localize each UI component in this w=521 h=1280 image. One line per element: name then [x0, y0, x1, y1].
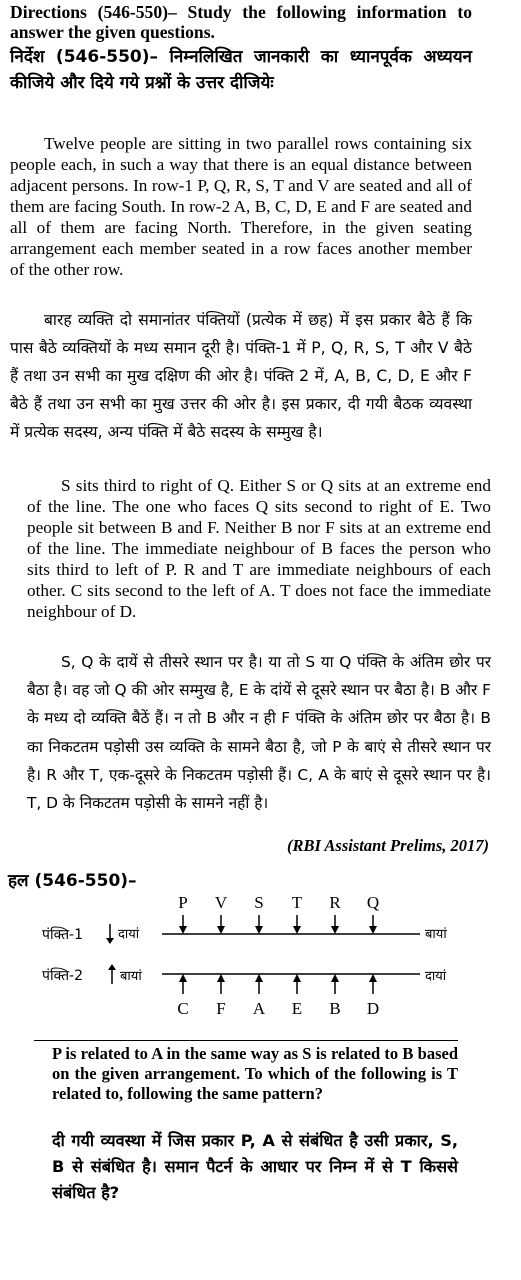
up-arrow-icon [108, 964, 116, 970]
question-hi: दी गयी व्यवस्था में जिस प्रकार P, A से संबंधित है उसी प्रकार, S, B से संबंधित है। समान पैटर्न के आधार पर निम्न में से T किससे संबंधित है? [52, 1131, 458, 1202]
down-arrow-icon [369, 926, 377, 934]
row1-person-q: Q [366, 893, 380, 912]
row1-person-p: P [178, 893, 188, 912]
row2-person-e: E [291, 999, 303, 1018]
row2-person-f: F [216, 999, 226, 1018]
setup-paragraph-hi: बारह व्यक्ति दो समानांतर पंक्तियों (प्रत्येक में छह) में इस प्रकार बैठे हैं कि पास बैठे व्यक्तियों के मध्य समान दूरी है। पंक्ति-1 में P, Q, R, S, T और V बैठे हैं तथा उन सभी का मुख दक्षिण की ओर है। पंक्ति 2 में, A, B, C, D, E और F बैठे हैं तथा उन सभी का मुख उत्तर की ओर है। इस प्रकार, दी गयी बैठक व्यवस्था में प्रत्येक सदस्य, अन्य पंक्ति में बैठे सदस्य के सम्मुख है। [10, 311, 472, 441]
row2-label: पंक्ति-2 [42, 968, 84, 984]
section-divider [34, 1040, 458, 1041]
down-arrow-icon [217, 926, 225, 934]
row2-person-d: D [366, 999, 380, 1018]
directions-en: Directions (546-550)– Study the following information to answer the given questions. [10, 2, 472, 42]
row1-person-v: V [214, 893, 228, 912]
row2-person-c: C [177, 999, 189, 1018]
down-arrow-icon [106, 938, 114, 944]
seating-arrangement-diagram [40, 888, 470, 1023]
down-arrow-icon [179, 926, 187, 934]
down-arrow-icon [331, 926, 339, 934]
setup-paragraph-en: Twelve people are sitting in two parallel rows containing six people each, in such a way that there is an equal distance between adjacent persons. In row-1 P, Q, R, S, T and V are seated and all of them are facing South. In row-2 A, B, C, D, E and F are seated and all of them are facing North. Therefore, in the given seating arrangement each member seated in a row faces another member of the other row. [10, 134, 472, 279]
row1-label: पंक्ति-1 [42, 927, 84, 943]
row1-person-r: R [329, 893, 341, 912]
row2-person-b: B [329, 999, 341, 1018]
clues-paragraph-hi: S, Q के दायें से तीसरे स्थान पर है। या तो S या Q पंक्ति के अंतिम छोर पर बैठा है। वह जो Q की ओर सम्मुख है, E के दांयें से दूसरे स्थान पर बैठा है। B और F के मध्य दो व्यक्ति बैठें हैं। न तो B और न ही F पंक्ति के अंतिम छोर पर बैठा है। B का निकटतम पड़ोसी उस व्यक्ति के सामने बैठा है, जो P के बाएं से तीसरे स्थान पर है। R और T, एक-दूसरे के निकटतम पड़ोसी हैं। C, A के बाएं से दूसरे स्थान पर है। T, D के निकटतम पड़ोसी के सामने नहीं है। [27, 653, 491, 813]
clues-paragraph-en: S sits third to right of Q. Either S or Q sits at an extreme end of the line. The one who faces Q sits second to right of E. Two people sit between B and F. Neither B nor F sits at an extreme end of the line. The immediate neighbour of B faces the person who sits third to left of P. R and T are immediate neighbours of each other. C sits second to the left of A. T does not face the immediate neighbour of D. [27, 476, 491, 621]
row1-person-s: S [254, 893, 264, 912]
solution-label: हल (546-550)– [8, 871, 137, 891]
row2-person-a: A [252, 999, 266, 1018]
row2-right-word: दायां [425, 969, 447, 984]
down-arrow-icon [255, 926, 263, 934]
row1-right-word: बायां [425, 927, 447, 942]
source-citation: (RBI Assistant Prelims, 2017) [286, 836, 489, 855]
directions-hi: निर्देश (546-550)– निम्नलिखित जानकारी का ध्यानपूर्वक अध्ययन कीजिये और दिये गये प्रश्नों के उत्तर दीजियेः [10, 47, 472, 93]
row1-left-word: दायां [118, 927, 140, 942]
down-arrow-icon [293, 926, 301, 934]
question-en: P is related to A in the same way as S is related to B based on the given arrangement. To which of the following is T related to, following the same pattern? [52, 1044, 458, 1104]
row2-left-word: बायां [120, 969, 142, 984]
row1-person-t: T [291, 893, 303, 912]
